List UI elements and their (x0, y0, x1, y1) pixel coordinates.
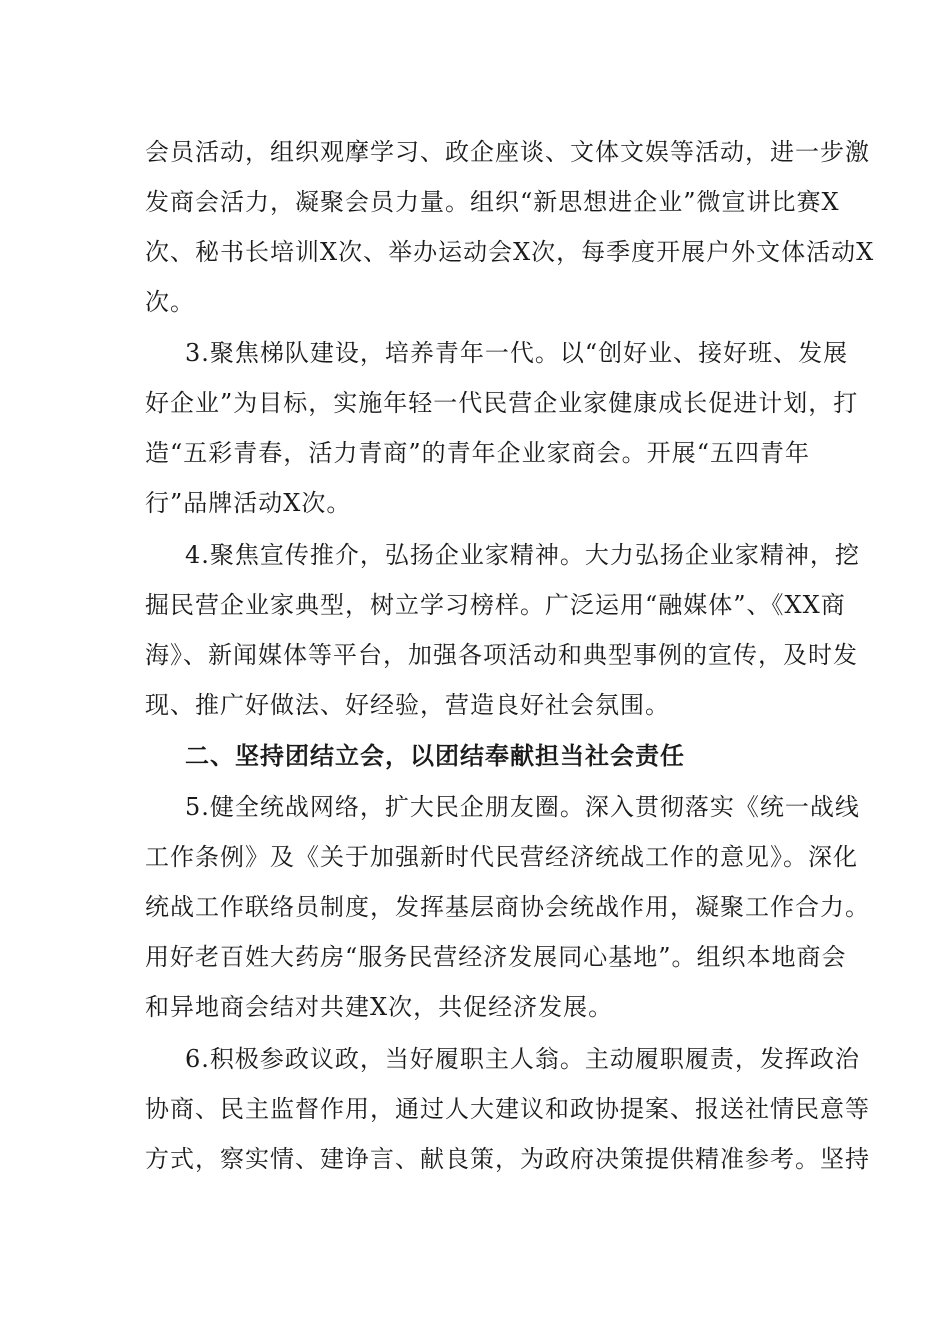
text-line: 次、秘书长培训X次、举办运动会X次，每季度开展户外文体活动X (145, 238, 875, 266)
text-line: 海》、新闻媒体等平台，加强各项活动和典型事例的宣传，及时发 (145, 641, 858, 669)
text-line: 造“五彩青春，活力青商”的青年企业家商会。开展“五四青年 (145, 439, 810, 467)
text-line: 发商会活力，凝聚会员力量。组织“新思想进企业”微宣讲比赛X (145, 188, 840, 216)
paragraph-4-first-line: 4.聚焦宣传推介，弘扬企业家精神。大力弘扬企业家精神，挖 (185, 541, 860, 569)
text-line: 次。 (145, 288, 195, 316)
text-line: 和异地商会结对共建X次，共促经济发展。 (145, 993, 614, 1021)
section-heading: 二、坚持团结立会，以团结奉献担当社会责任 (185, 742, 685, 770)
text-line: 协商、民主监督作用，通过人大建议和政协提案、报送社情民意等 (145, 1095, 870, 1123)
text-line: 好企业”为目标，实施年轻一代民营企业家健康成长促进计划，打 (145, 389, 859, 417)
paragraph-5-first-line: 5.健全统战网络，扩大民企朋友圈。深入贯彻落实《统一战线 (185, 793, 860, 821)
text-line: 用好老百姓大药房“服务民营经济发展同心基地”。组织本地商会 (145, 943, 847, 971)
text-line: 会员活动，组织观摩学习、政企座谈、文体文娱等活动，进一步激 (145, 138, 870, 166)
text-line: 行”品牌活动X次。 (145, 489, 352, 517)
text-line: 工作条例》及《关于加强新时代民营经济统战工作的意见》。深化 (145, 843, 858, 871)
text-line: 现、推广好做法、好经验，营造良好社会氛围。 (145, 691, 670, 719)
paragraph-6-first-line: 6.积极参政议政，当好履职主人翁。主动履职履责，发挥政治 (185, 1045, 860, 1073)
text-line: 掘民营企业家典型，树立学习榜样。广泛运用“融媒体”、《XX商 (145, 591, 846, 619)
text-line: 方式，察实情、建诤言、献良策，为政府决策提供精准参考。坚持 (145, 1145, 870, 1173)
paragraph-3-first-line: 3.聚焦梯队建设，培养青年一代。以“创好业、接好班、发展 (185, 339, 849, 367)
text-line: 统战工作联络员制度，发挥基层商协会统战作用，凝聚工作合力。 (145, 893, 870, 921)
